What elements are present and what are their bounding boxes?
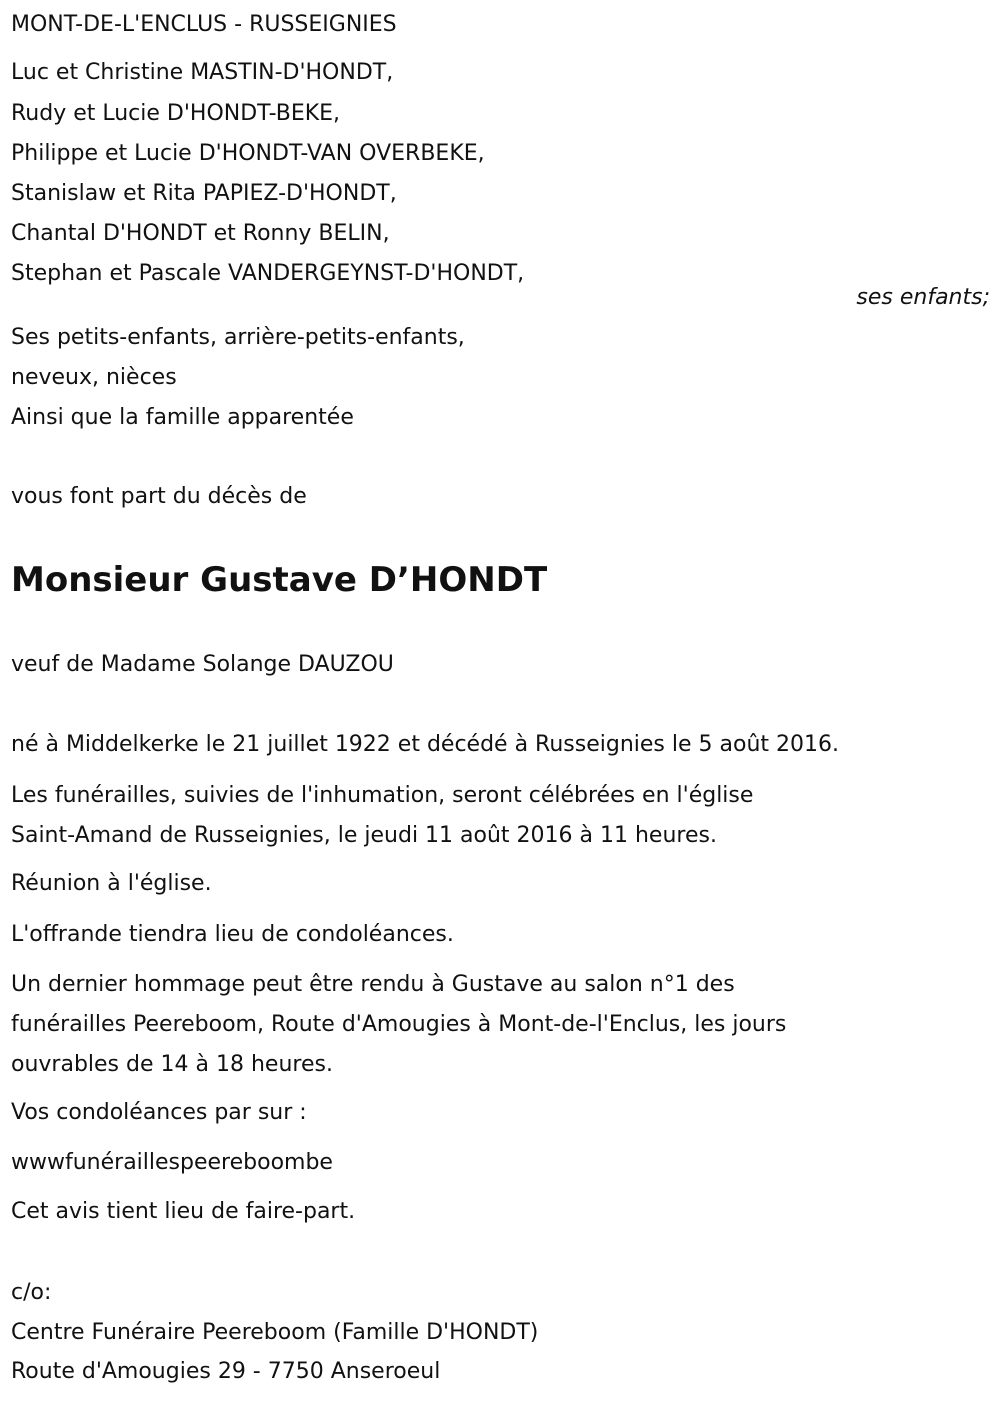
- notice-line: Cet avis tient lieu de faire-part.: [11, 1199, 356, 1224]
- deceased-name: Monsieur Gustave D’HONDT: [11, 560, 548, 600]
- contact-line: c/o:: [11, 1280, 52, 1305]
- meeting-line: Réunion à l'église.: [11, 871, 212, 896]
- child-line: Rudy et Lucie D'HONDT-BEKE,: [11, 101, 341, 126]
- tribute-line: ouvrables de 14 à 18 heures.: [11, 1052, 333, 1077]
- contact-line: Centre Funéraire Peereboom (Famille D'HONDT): [11, 1320, 539, 1345]
- birth-death-line: né à Middelkerke le 21 juillet 1922 et décédé à Russeignies le 5 août 2016.: [11, 732, 839, 757]
- child-line: Philippe et Lucie D'HONDT-VAN OVERBEKE,: [11, 141, 485, 166]
- children-label: ses enfants;: [856, 285, 990, 310]
- contact-line: Route d'Amougies 29 - 7750 Anseroeul: [11, 1359, 441, 1384]
- family-line: Ainsi que la famille apparentée: [11, 405, 354, 430]
- funeral-line: Les funérailles, suivies de l'inhumation, seront célébrées en l'église: [11, 783, 754, 808]
- child-line: Stephan et Pascale VANDERGEYNST-D'HONDT,: [11, 261, 525, 286]
- announcement: vous font part du décès de: [11, 484, 307, 509]
- family-line: neveux, nièces: [11, 365, 177, 390]
- location-header: MONT-DE-L'ENCLUS - RUSSEIGNIES: [11, 12, 397, 37]
- offering-line: L'offrande tiendra lieu de condoléances.: [11, 922, 454, 947]
- child-line: Chantal D'HONDT et Ronny BELIN,: [11, 221, 390, 246]
- condolences-line: Vos condoléances par sur :: [11, 1100, 307, 1125]
- tribute-line: Un dernier hommage peut être rendu à Gustave au salon n°1 des: [11, 972, 735, 997]
- family-line: Ses petits-enfants, arrière-petits-enfants,: [11, 325, 465, 350]
- child-line: Stanislaw et Rita PAPIEZ-D'HONDT,: [11, 181, 397, 206]
- child-line: Luc et Christine MASTIN-D'HONDT,: [11, 60, 394, 85]
- funeral-line: Saint-Amand de Russeignies, le jeudi 11 août 2016 à 11 heures.: [11, 823, 717, 848]
- tribute-line: funérailles Peereboom, Route d'Amougies à Mont-de-l'Enclus, les jours: [11, 1012, 787, 1037]
- widower-line: veuf de Madame Solange DAUZOU: [11, 652, 394, 677]
- website-link[interactable]: wwwfunéraillespeereboombe: [11, 1150, 333, 1175]
